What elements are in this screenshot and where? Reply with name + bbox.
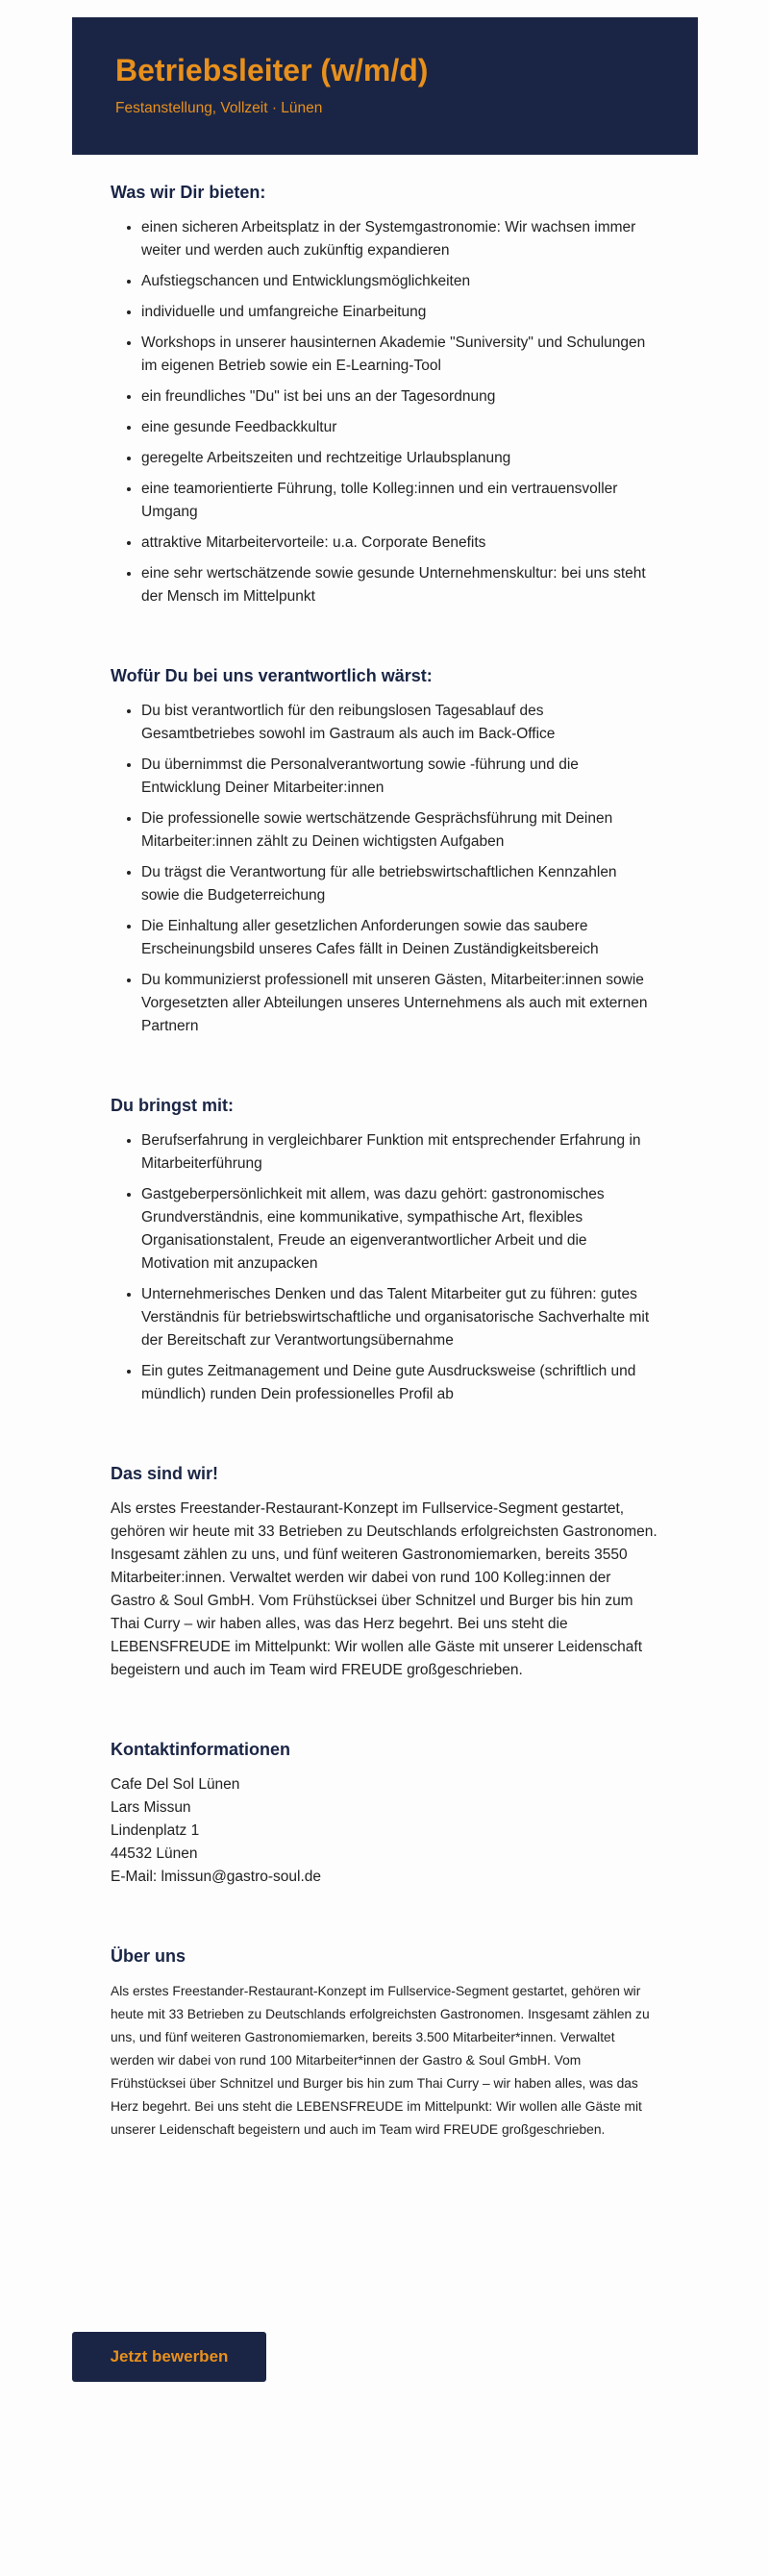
section-who-we-are [111, 1464, 658, 1682]
section-offer [111, 183, 658, 608]
list-item: • Ein gutes Zeitmanagement und Deine gute Ausdrucksweise (schriftlich und mündlich) runden Dein professionelles Profil ab [141, 1360, 658, 1406]
offer-list [111, 216, 658, 608]
contact-city: 44532 Lünen [111, 1845, 198, 1862]
section-responsibilities [111, 666, 658, 1038]
about-text: Als erstes Freestander-Restaurant-Konzept im Fullservice-Segment gestartet, gehören wir heute mit 33 Betrieben zu Deutschlands erfolgreichsten Gastronomen. Insgesamt zählen zu uns, und fünf weiteren Gastronomiemarken, bereits 3.500 Mitarbeiter*innen. Verwaltet werden wir dabei von rund 100 Mitarbeiter*innen der Gastro & Soul GmbH. Vom Frühstücksei über Schnitzel und Burger bis hin zum Thai Curry – wir haben alles, was das Herz begehrt. Bei uns steht die LEBENSFREUDE im Mittelpunkt: Wir wollen alle Gäste mit unserer Leidenschaft begeistern und auch im Team wird FREUDE großgeschrieben. [111, 1984, 650, 2137]
contact-email: E-Mail: lmissun@gastro-soul.de [111, 1869, 322, 1885]
section-heading: Über uns [111, 1946, 186, 1966]
requirements-list [111, 1129, 658, 1406]
list-item: • einen sicheren Arbeitsplatz in der Systemgastronomie: Wir wachsen immer weiter und werden auch zukünftig expandieren [141, 216, 658, 262]
contact-street: Lindenplatz 1 [111, 1822, 200, 1839]
job-title: Betriebsleiter (w/m/d) [115, 53, 429, 87]
section-contact [111, 1740, 658, 1889]
apply-button[interactable]: Jetzt bewerben [72, 2332, 266, 2382]
list-item: • Workshops in unserer hausinternen Akademie "Suniversity" und Schulungen im eigenen Betrieb sowie ein E-Learning-Tool [141, 332, 658, 378]
list-item: • Berufserfahrung in vergleichbarer Funktion mit entsprechender Erfahrung in Mitarbeiterführung [141, 1129, 658, 1176]
list-item: • Du kommunizierst professionell mit unseren Gästen, Mitarbeiter:innen sowie Vorgesetzten aller Abteilungen unseres Unternehmens als auch mit externen Partnern [141, 969, 658, 1038]
contact-company: Cafe Del Sol Lünen [111, 1776, 240, 1793]
section-requirements [111, 1096, 658, 1406]
list-item: • Du übernimmst die Personalverantwortung sowie -führung und die Entwicklung Deiner Mitarbeiter:innen [141, 754, 658, 800]
list-item: • geregelte Arbeitszeiten und rechtzeitige Urlaubsplanung [141, 447, 658, 470]
section-heading: Was wir Dir bieten: [111, 183, 266, 202]
section-heading: Das sind wir! [111, 1464, 219, 1483]
section-heading: Kontaktinformationen [111, 1740, 290, 1759]
contact-person: Lars Missun [111, 1799, 191, 1816]
list-item: • eine teamorientierte Führung, tolle Kolleg:innen und ein vertrauensvoller Umgang [141, 478, 658, 524]
list-item: • ein freundliches "Du" ist bei uns an der Tagesordnung [141, 385, 658, 409]
list-item: • attraktive Mitarbeitervorteile: u.a. Corporate Benefits [141, 532, 658, 555]
job-header [72, 17, 698, 155]
responsibilities-list [111, 700, 658, 1038]
section-heading: Du bringst mit: [111, 1096, 234, 1115]
who-we-are-text: Als erstes Freestander-Restaurant-Konzept im Fullservice-Segment gestartet, gehören wir heute mit 33 Betrieben zu Deutschlands erfolgreichsten Gastronomen. Insgesamt zählen zu uns, und fünf weiteren Gastronomiemarken, bereits 3550 Mitarbeiter:innen. Verwaltet werden wir dabei von rund 100 Kolleg:innen der Gastro & Soul GmbH. Vom Frühstücksei über Schnitzel und Burger bis hin zum Thai Curry – wir haben alles, was das Herz begehrt. Bei uns steht die LEBENSFREUDE im Mittelpunkt: Wir wollen alle Gäste mit unserer Leidenschaft begeistern und auch im Team wird FREUDE großgeschrieben. [111, 1500, 657, 1678]
list-item: • Unternehmerisches Denken und das Talent Mitarbeiter gut zu führen: gutes Verständnis für betriebswirtschaftliche und organisatorische Sachverhalte mit der Bereitschaft zur Verantwortungsübernahme [141, 1283, 658, 1352]
list-item: • eine gesunde Feedbackkultur [141, 416, 658, 439]
section-about [111, 1946, 658, 2142]
list-item: • Du bist verantwortlich für den reibungslosen Tagesablauf des Gesamtbetriebes sowohl im Gastraum als auch im Back-Office [141, 700, 658, 746]
section-heading: Wofür Du bei uns verantwortlich wärst: [111, 666, 433, 685]
list-item: • eine sehr wertschätzende sowie gesunde Unternehmenskultur: bei uns steht der Mensch im Mittelpunkt [141, 562, 658, 608]
job-subtitle: Festanstellung, Vollzeit · Lünen [115, 100, 323, 117]
list-item: • Die Einhaltung aller gesetzlichen Anforderungen sowie das saubere Erscheinungsbild unseres Cafes fällt in Deinen Zuständigkeitsbereich [141, 915, 658, 961]
list-item: • Gastgeberpersönlichkeit mit allem, was dazu gehört: gastronomisches Grundverständnis, eine kommunikative, sympathische Art, flexibles Organisationstalent, Freude an eigenverantwortlicher Arbeit und die Motivation mit anzupacken [141, 1183, 658, 1276]
list-item: • individuelle und umfangreiche Einarbeitung [141, 301, 658, 324]
job-description [111, 183, 658, 2199]
list-item: • Du trägst die Verantwortung für alle betriebswirtschaftlichen Kennzahlen sowie die Budgeterreichung [141, 861, 658, 907]
list-item: • Aufstiegschancen und Entwicklungsmöglichkeiten [141, 270, 658, 293]
list-item: • Die professionelle sowie wertschätzende Gesprächsführung mit Deinen Mitarbeiter:innen zählt zu Deinen wichtigsten Aufgaben [141, 807, 658, 854]
